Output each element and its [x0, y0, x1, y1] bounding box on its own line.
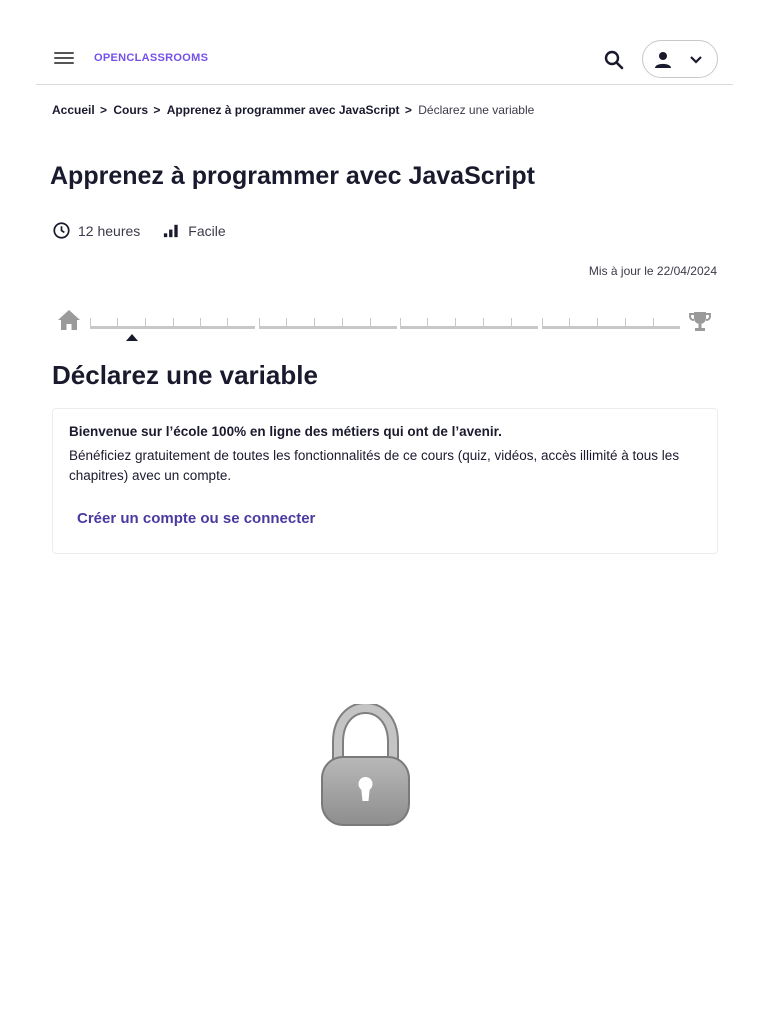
chapter-step[interactable]	[286, 318, 287, 326]
site-logo[interactable]: OPENCLASSROOMS	[94, 52, 209, 64]
banner-body: Bénéficiez gratuitement de toutes les fonctionnalités de ce cours (quiz, vidéos, accès illimité à tous les chapitres) avec un compte.	[69, 448, 680, 483]
breadcrumb-current: Déclarez une variable	[418, 103, 535, 117]
course-progress	[56, 308, 716, 344]
chapter-step[interactable]	[342, 318, 343, 326]
chevron-down-icon	[689, 53, 703, 67]
chapter-step[interactable]	[511, 318, 512, 326]
signup-banner	[52, 408, 718, 554]
progress-part-2	[259, 326, 397, 329]
chapter-step[interactable]	[200, 318, 201, 326]
course-title: Apprenez à programmer avec JavaScript	[50, 162, 535, 190]
chapter-step[interactable]	[370, 318, 371, 326]
progress-part-1	[90, 326, 255, 329]
chapter-step[interactable]	[569, 318, 570, 326]
search-button[interactable]	[602, 48, 626, 72]
progress-part-4	[542, 326, 680, 329]
breadcrumb-separator: >	[100, 103, 108, 117]
account-menu-button[interactable]	[642, 40, 718, 78]
chapter-step[interactable]	[542, 318, 543, 326]
chapter-title: Déclarez une variable	[52, 360, 318, 390]
chapter-step[interactable]	[483, 318, 484, 326]
chapter-step[interactable]	[259, 318, 260, 326]
search-icon	[602, 48, 626, 72]
hamburger-icon	[54, 52, 74, 54]
breadcrumb-item-course[interactable]: Apprenez à programmer avec JavaScript	[166, 103, 400, 117]
chapter-step[interactable]	[455, 318, 456, 326]
chapter-step[interactable]	[90, 318, 91, 326]
breadcrumb-item-cours[interactable]: Cours	[113, 103, 149, 117]
clock-icon	[52, 221, 71, 240]
chapter-step[interactable]	[145, 318, 146, 326]
signup-login-link[interactable]: Créer un compte ou se connecter	[77, 510, 316, 527]
chapter-step[interactable]	[653, 318, 654, 326]
breadcrumb-separator: >	[153, 103, 161, 117]
chapter-step[interactable]	[427, 318, 428, 326]
menu-button[interactable]	[52, 49, 76, 69]
breadcrumb-item-accueil[interactable]: Accueil	[52, 103, 95, 117]
chapter-step[interactable]	[173, 318, 174, 326]
home-icon[interactable]	[56, 308, 82, 332]
trophy-icon[interactable]	[688, 310, 712, 332]
chapter-step[interactable]	[625, 318, 626, 326]
course-duration: 12 heures	[78, 222, 141, 239]
progress-part-3	[400, 326, 538, 329]
signal-bars-icon	[162, 221, 181, 240]
padlock-icon	[318, 704, 413, 830]
chapter-step[interactable]	[117, 318, 118, 326]
breadcrumb	[52, 103, 534, 117]
chapter-step[interactable]	[227, 318, 228, 326]
chapter-step[interactable]	[314, 318, 315, 326]
course-level: Facile	[188, 222, 226, 239]
current-chapter-marker	[126, 334, 138, 341]
breadcrumb-separator: >	[404, 103, 412, 117]
chapter-step[interactable]	[400, 318, 401, 326]
chapter-step[interactable]	[597, 318, 598, 326]
banner-heading: Bienvenue sur l’école 100% en ligne des métiers qui ont de l’avenir.	[69, 424, 502, 439]
user-icon	[654, 51, 672, 69]
course-meta	[52, 221, 226, 240]
site-header	[36, 40, 733, 85]
updated-date: Mis à jour le 22/04/2024	[588, 264, 717, 278]
